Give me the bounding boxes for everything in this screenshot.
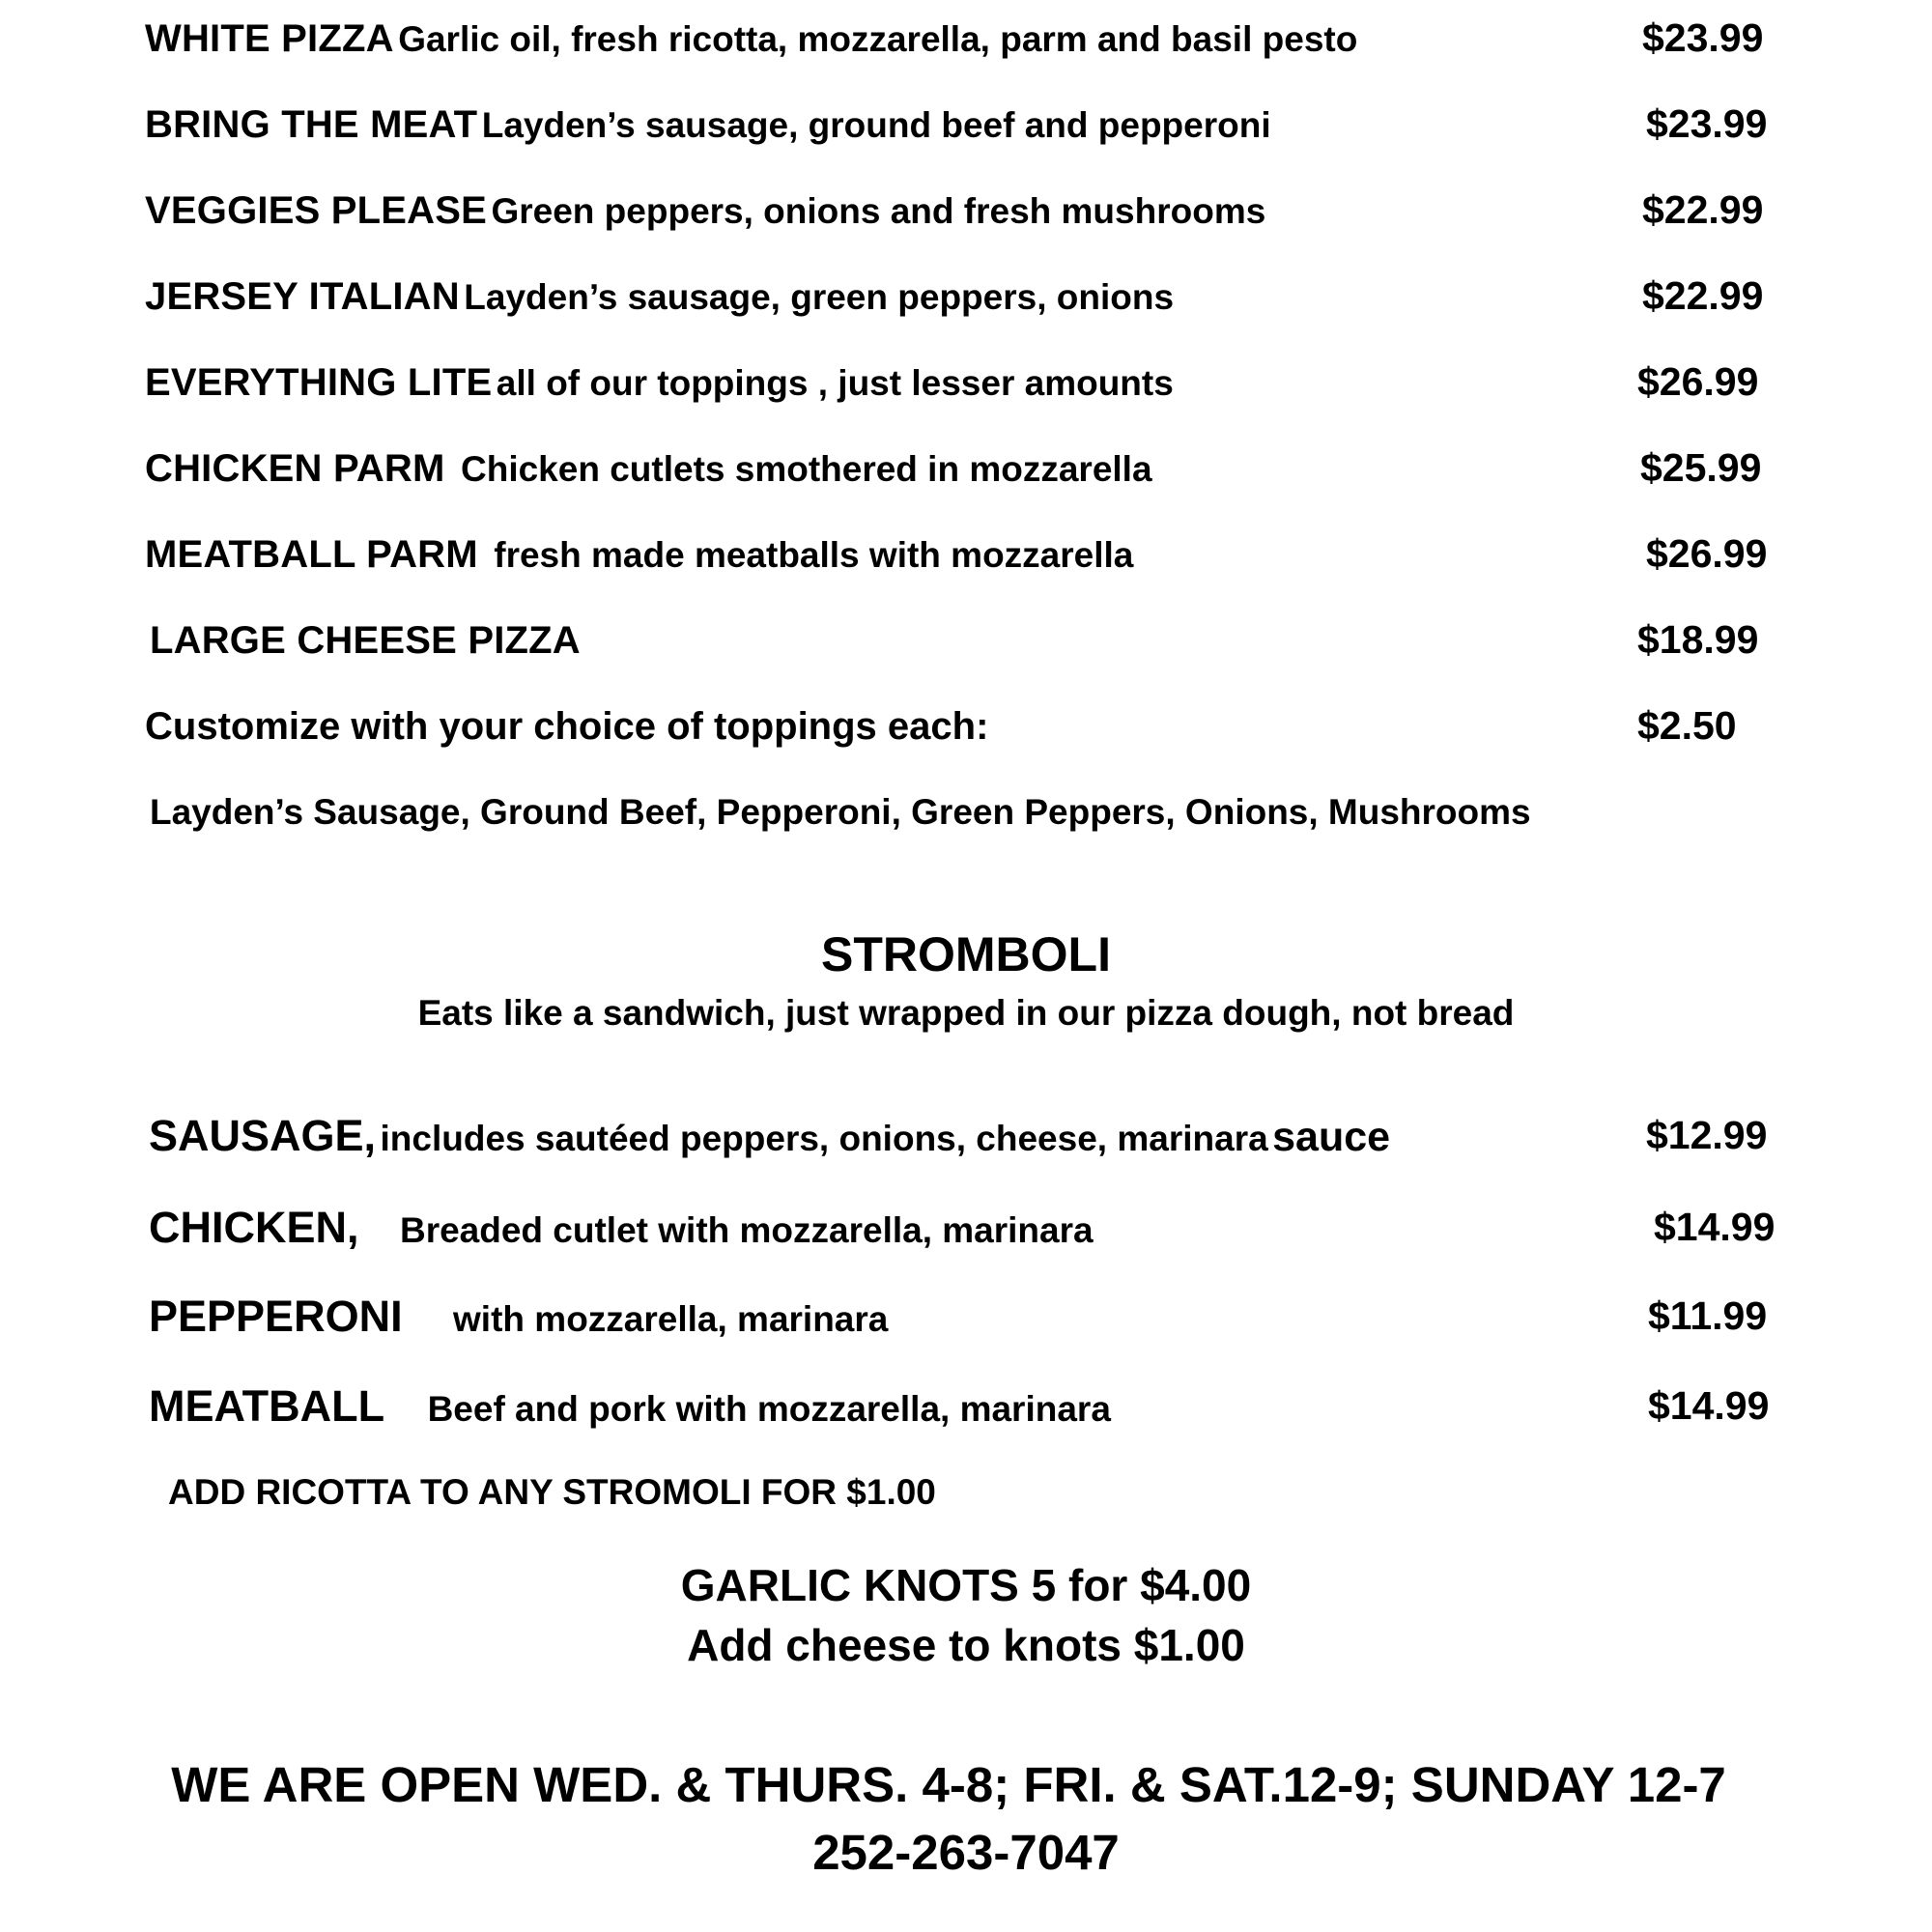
item-price: $14.99: [1648, 1383, 1770, 1428]
item-name: CHICKEN PARM: [145, 447, 445, 490]
item-description: fresh made meatballs with mozzarella: [494, 535, 1134, 575]
menu-item-large-cheese-pizza: [150, 621, 581, 660]
menu-item-everything-lite: [145, 363, 1174, 402]
item-description-tail: sauce: [1272, 1114, 1391, 1160]
item-price: $26.99: [1637, 359, 1759, 404]
item-description: Garlic oil, fresh ricotta, mozzarella, parm and basil pesto: [398, 19, 1358, 59]
item-price: $14.99: [1654, 1205, 1776, 1249]
stromboli-item-pepperoni: [149, 1292, 889, 1341]
menu-item-meatball-parm: [145, 535, 1133, 574]
opening-hours: WE ARE OPEN WED. & THURS. 4-8; FRI. & SAT.12-9; SUNDAY 12-7: [171, 1757, 1726, 1812]
item-price: $18.99: [1637, 617, 1759, 662]
phone-number: 252-263-7047: [812, 1825, 1120, 1880]
item-price: $22.99: [1642, 273, 1764, 318]
stromboli-subtitle: Eats like a sandwich, just wrapped in our pizza dough, not bread: [417, 993, 1515, 1033]
item-description: all of our toppings , just lesser amounts: [496, 363, 1174, 403]
garlic-knots-offer: GARLIC KNOTS 5 for $4.00: [680, 1560, 1252, 1610]
item-name: PEPPERONI: [149, 1292, 403, 1341]
item-name: JERSEY ITALIAN: [145, 275, 460, 318]
item-description: Breaded cutlet with mozzarella, marinara: [399, 1210, 1094, 1250]
item-price: $12.99: [1646, 1113, 1768, 1157]
menu-item-jersey-italian: [145, 277, 1174, 316]
stromboli-item-sausage: [149, 1111, 1391, 1160]
menu-item-chicken-parm: [145, 449, 1152, 488]
item-name: SAUSAGE,: [149, 1111, 377, 1160]
ricotta-note: ADD RICOTTA TO ANY STROMOLI FOR $1.00: [168, 1472, 936, 1512]
item-name: VEGGIES PLEASE: [145, 189, 488, 232]
menu-item-white-pizza: [145, 19, 1357, 58]
item-description: with mozzarella, marinara: [453, 1299, 889, 1339]
item-description: includes sautéed peppers, onions, cheese, marinara: [380, 1119, 1268, 1158]
item-name: BRING THE MEAT: [145, 103, 478, 146]
item-price: $22.99: [1642, 187, 1764, 232]
item-price: $26.99: [1646, 531, 1768, 576]
stromboli-item-meatball: [149, 1381, 1111, 1431]
item-price: $25.99: [1640, 445, 1762, 490]
item-description: Beef and pork with mozzarella, marinara: [427, 1389, 1111, 1429]
stromboli-item-chicken: [149, 1203, 1094, 1252]
item-description: Green peppers, onions and fresh mushrooms: [491, 191, 1266, 231]
toppings-list: Layden’s Sausage, Ground Beef, Pepperoni, Green Peppers, Onions, Mushrooms: [150, 792, 1531, 832]
item-name: LARGE CHEESE PIZZA: [150, 619, 581, 662]
item-description: Layden’s sausage, ground beef and pepperoni: [481, 105, 1271, 145]
item-price: $23.99: [1642, 15, 1764, 60]
topping-price: $2.50: [1637, 703, 1737, 748]
item-description: Layden’s sausage, green peppers, onions: [464, 277, 1175, 317]
garlic-knots-cheese: Add cheese to knots $1.00: [687, 1620, 1245, 1670]
stromboli-title: STROMBOLI: [821, 927, 1111, 981]
menu-item-veggies-please: [145, 191, 1265, 230]
item-name: EVERYTHING LITE: [145, 361, 493, 404]
item-description: Chicken cutlets smothered in mozzarella: [461, 449, 1152, 489]
item-name: WHITE PIZZA: [145, 17, 394, 60]
item-name: MEATBALL PARM: [145, 533, 478, 576]
customize-label: Customize with your choice of toppings each:: [145, 705, 989, 748]
item-price: $11.99: [1648, 1293, 1768, 1338]
item-name: MEATBALL: [149, 1381, 385, 1431]
item-price: $23.99: [1646, 101, 1768, 146]
item-name: CHICKEN,: [149, 1203, 359, 1252]
menu-item-bring-the-meat: [145, 105, 1271, 144]
